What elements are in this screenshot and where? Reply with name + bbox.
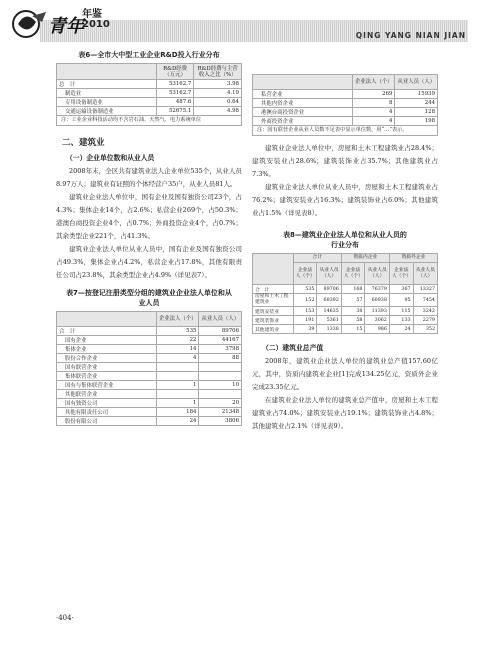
table-row: 国有与集体联营企业 1 10 xyxy=(57,381,242,390)
table-row: 港澳台商投资企业 4 128 xyxy=(253,108,438,117)
table7: 企业法人（个） 从业人员（人） 合 计 535 89706 国有企业 22 44167 集体企业 14 3798 股份合作企业 4 88 国有联营企业 集体联营企业 国有与集体联营企业 1 10 其他联营企业 国有独资公司 1 20 其他有限责任公司 184 21348 股份有限公司 24 3806 xyxy=(56,311,242,426)
page-header xyxy=(0,0,480,46)
table8-title: 表8—建筑业企业法人单位和从业人员的行业分布 xyxy=(283,231,407,249)
table-row: 合 计 535 89706 168 76379 367 13327 xyxy=(253,285,438,294)
table-row: 总 计 53162.7 3.98 xyxy=(57,80,242,89)
section-title: 二、建筑业 xyxy=(62,138,105,148)
table6: R&D经费（万元） R&D经费与主营收入之比（%） 总 计 53162.7 3.98 制造业 53162.7 4.19 专用设备制造业 487.6 0.64 交通运输设备制造业 52675.1 4.98 注：工业企业科技活动均不含岩石油、天然气、电力系统单位 xyxy=(56,63,242,126)
paragraph: 2008年，建筑业企业法人单位的建筑业总产值157.60亿元，其中，资质内建筑业企业[1]完成134.25亿元，资质外企业完成23.35亿元。 xyxy=(252,357,438,391)
paragraph: 建筑业企业法人单位中，房屋和土木工程建筑业占28.4%；建筑安装业占28.6%；建筑装饰业占35.7%；其他建筑业占7.3%。 xyxy=(252,144,438,178)
table-row: 国有企业 22 44167 xyxy=(57,336,242,345)
table-row: 建筑安装业 153 14635 38 11393 115 3242 xyxy=(253,307,438,316)
paragraph: 建筑业企业法人单位中，国有企业及国有独资公司23个，占4.3%；集体企业14个，占2.6%；私营企业269个，占50.3%；港澳台商投资企业4个，占0.7%；外商投资企业4个，占0.7%；其余类型企业221个，占41.3%。 xyxy=(56,193,242,240)
table-row: 其他建筑业 39 1338 15 986 24 352 xyxy=(253,325,438,334)
table-row: 专用设备制造业 487.6 0.64 xyxy=(57,98,242,107)
table-row: 建筑装饰业 191 5361 58 3062 133 2279 xyxy=(253,316,438,325)
table-row: 制造业 53162.7 4.19 xyxy=(57,89,242,98)
table-row: 其他有限责任公司 184 21348 xyxy=(57,408,242,417)
table-row: 集体联营企业 xyxy=(57,372,242,381)
table-row: 其他内资企业 8 244 xyxy=(253,99,438,108)
table-row: 合 计 535 89706 xyxy=(57,327,242,336)
paragraph: 2008年末，全区共有建筑业法人企业单位535个，从业人员8.97万人；建筑业有证照的个体经营户35户，从业人员81人。 xyxy=(56,167,242,188)
table-row: 国有联营企业 xyxy=(57,363,242,372)
table8: 合计 资质内企业 资质外企业 企业法人（个） 从业人员（人） 企业法人（个） 从业人员（人） 企业法人（个） 从业人员（人） 合 计 535 89706 168 76379 367 13327 房屋和土木工程建筑业 152 68392 57 60938 95 7454 建筑安装业 153 14635 38 11393 115 3242 建筑装饰业 191 5361 58 3062 133 2279 其他建筑业 39 1338 15 986 24 352 xyxy=(252,253,438,334)
paragraph: 建筑业企业法人单位从业人员中，房屋和土木工程建筑业占76.2%；建筑安装业占16.3%；建筑装饰业占6.0%；其他建筑业占1.5%（详见表8）。 xyxy=(252,183,438,217)
brand-name: 青年 xyxy=(48,16,84,37)
paragraph: 建筑业企业法人单位从业人员中，国有企业及国有独资公司占49.3%，集体企业占4.2%，私营企业占17.8%，其他有限责任公司占23.8%，其余类型企业占4.9%（详见表7）。 xyxy=(56,245,242,279)
table-row: 私营企业 269 15939 xyxy=(253,90,438,99)
table-row: 外商投资企业 4 198 xyxy=(253,117,438,126)
left-column xyxy=(56,50,242,426)
brand-logo-icon xyxy=(12,8,50,40)
table-row: 国有独资公司 1 20 xyxy=(57,399,242,408)
subsection-title: （二）建筑业总产值 xyxy=(262,344,324,352)
table-row: 房屋和土木工程建筑业 152 68392 57 60938 95 7454 xyxy=(253,294,438,307)
table-row: 其他联营企业 xyxy=(57,390,242,399)
paragraph: 在建筑业企业法人单位的建筑业总产值中，房屋和土木工程建筑业占74.0%；建筑安装业占19.1%；建筑装饰业占4.8%；其他建筑业占2.1%（详见表9）。 xyxy=(252,396,438,430)
table7-continued: 企业法人（个） 从业人员（人） 私营企业 269 15939 其他内资企业 8 244 港澳台商投资企业 4 128 外商投资企业 4 198 注：国有联营企业从业人员数不足表中显示单位数，用“…”表示。 xyxy=(252,74,438,136)
table-row: 集体企业 14 3798 xyxy=(57,345,242,354)
table-row: 股份有限公司 24 3806 xyxy=(57,417,242,426)
page-number: ·404· xyxy=(56,614,74,622)
header-right-text: QING YANG NIAN JIAN xyxy=(355,31,466,40)
table-row: 交通运输设备制造业 52675.1 4.98 xyxy=(57,107,242,116)
subsection-title: （一）企业单位数和从业人员 xyxy=(66,154,155,162)
table6-title: 表6—全市大中型工业企业R&D投入行业分布 xyxy=(78,51,220,59)
brand-year: 年鉴 2010 xyxy=(82,9,110,30)
table6-note: 注：工业企业科技活动均不含岩石油、天然气、电力系统单位 xyxy=(57,116,242,126)
table7-title: 表7—按登记注册类型分组的建筑业企业法人单位和从业人员 xyxy=(66,289,232,307)
table7-note: 注：国有联营企业从业人员数不足表中显示单位数，用“…”表示。 xyxy=(253,126,438,136)
table-row: 股份合作企业 4 88 xyxy=(57,354,242,363)
right-column xyxy=(252,74,438,433)
